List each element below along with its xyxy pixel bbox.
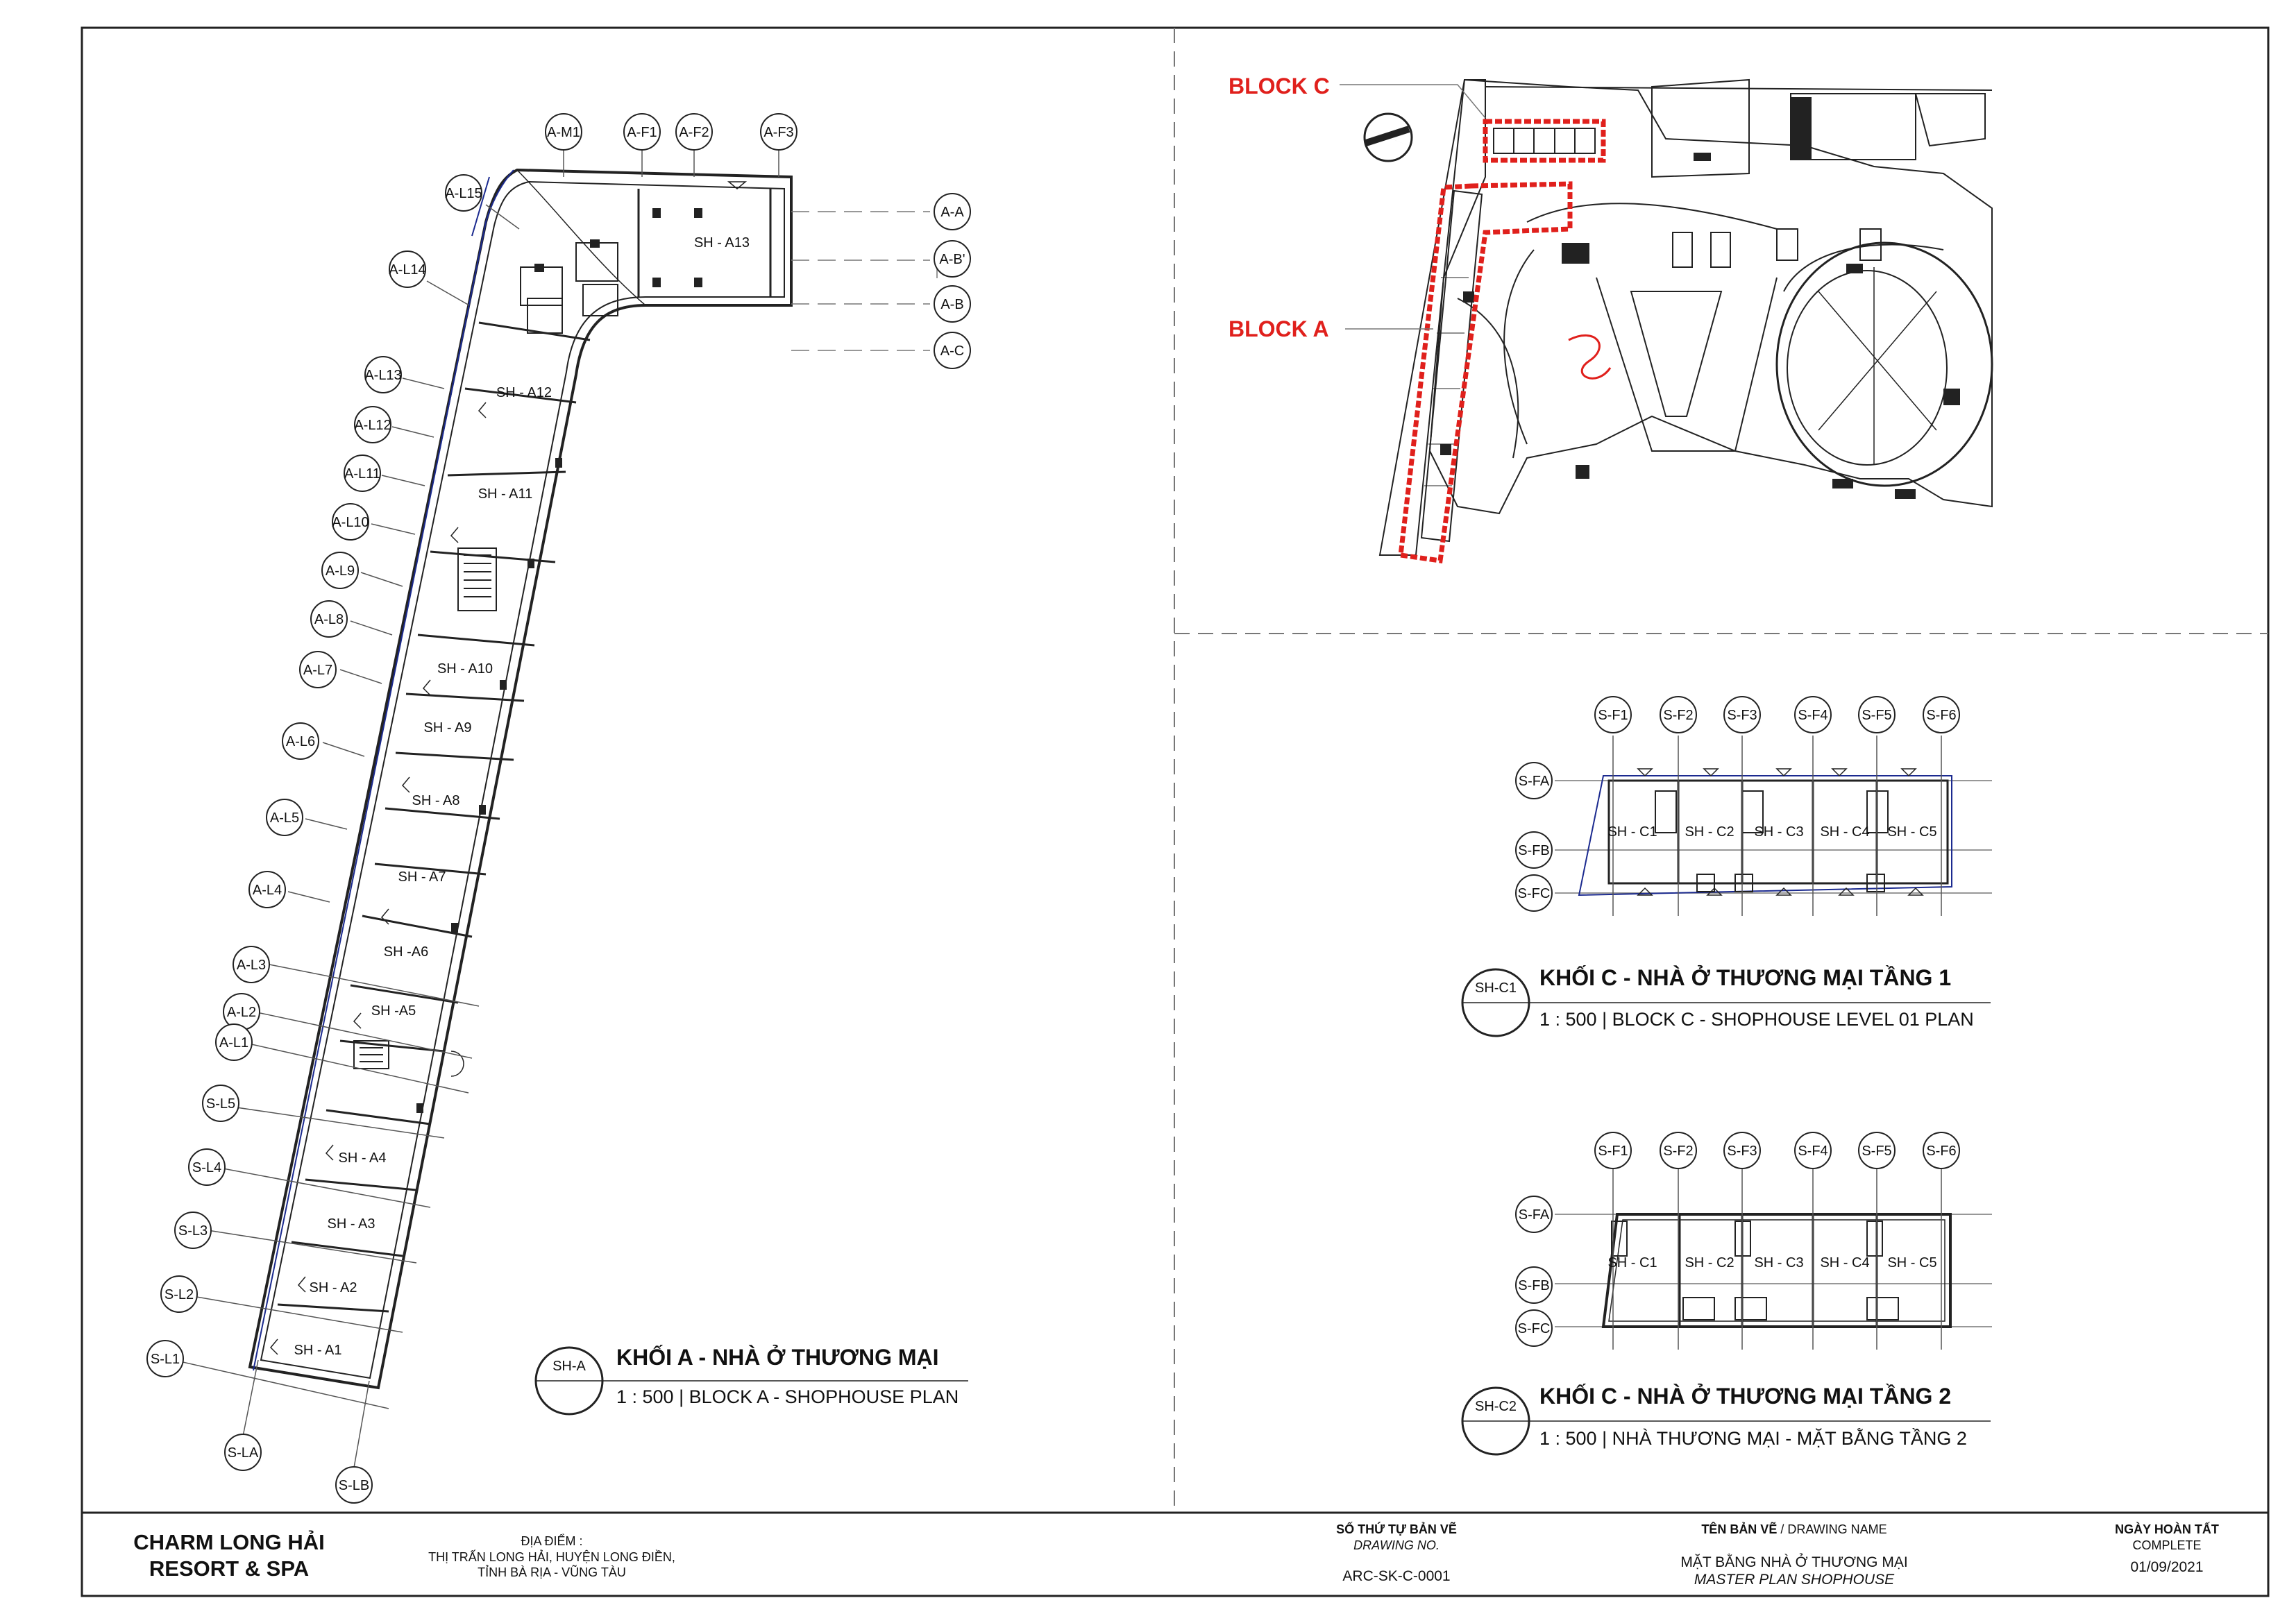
grid-bubble-label: S-FA xyxy=(1518,774,1550,789)
grid-bubble xyxy=(1795,697,1831,733)
grid-bubble xyxy=(161,1276,197,1312)
unit-label: SH - A4 xyxy=(338,1150,387,1166)
grid-bubble xyxy=(1516,875,1552,911)
grid-bubble xyxy=(1923,1132,1959,1169)
unit-label: SH - C1 xyxy=(1607,824,1657,840)
grid-bubble-label: S-LB xyxy=(338,1478,370,1493)
grid-bubble xyxy=(1516,832,1552,868)
grid-bubble xyxy=(761,114,797,150)
grid-bubble-label: S-L2 xyxy=(164,1287,194,1302)
unit-label: SH - C4 xyxy=(1820,824,1870,840)
grid-bubble-label: S-L4 xyxy=(192,1160,222,1175)
grid-bubble-label: S-F1 xyxy=(1598,708,1628,723)
location-line1: THỊ TRẤN LONG HẢI, HUYỆN LONG ĐIỀN, xyxy=(428,1550,675,1564)
grid-bubble xyxy=(1595,697,1631,733)
location-label: ĐỊA ĐIỂM : xyxy=(521,1534,583,1548)
grid-bubble xyxy=(934,332,970,368)
grid-bubble-label: A-L5 xyxy=(269,810,300,826)
grid-bubble-label: A-L8 xyxy=(314,612,344,627)
grid-bubble xyxy=(445,175,482,211)
grid-bubble-label: A-M1 xyxy=(547,125,580,140)
grid-bubble-label: S-L5 xyxy=(205,1096,236,1112)
unit-label: SH - C3 xyxy=(1754,824,1804,840)
grid-bubble xyxy=(1795,1132,1831,1169)
grid-bubble xyxy=(225,1434,261,1470)
unit-label: SH - A9 xyxy=(423,720,472,736)
grid-bubble xyxy=(364,357,401,393)
unit-label: SH - C5 xyxy=(1887,824,1937,840)
drawing-name-label-en: / DRAWING NAME xyxy=(1777,1522,1887,1536)
unit-label: SH -A5 xyxy=(371,1003,416,1019)
grid-bubble-label: S-F6 xyxy=(1926,708,1957,723)
grid-bubble-label: A-A xyxy=(940,205,964,220)
grid-bubble-label: S-F3 xyxy=(1727,708,1757,723)
grid-bubble-label: A-L12 xyxy=(354,418,391,433)
drawing-no-label: SỐ THỨ TỰ BẢN VẼ xyxy=(1336,1522,1457,1536)
grid-bubble-label: A-L11 xyxy=(344,466,380,482)
grid-bubble xyxy=(1595,1132,1631,1169)
grid-bubble xyxy=(676,114,712,150)
grid-bubble-label: A-L7 xyxy=(303,663,333,678)
grid-bubble xyxy=(934,194,970,230)
block-a-title-scale: 1 : 500 | BLOCK A - SHOPHOUSE PLAN xyxy=(616,1386,959,1407)
grid-bubble xyxy=(1516,763,1552,799)
grid-bubble-label: A-L2 xyxy=(226,1005,257,1020)
grid-bubble-label: S-F5 xyxy=(1862,1144,1892,1159)
block-c2-title-tag: SH-C2 xyxy=(1474,1399,1517,1414)
grid-bubble xyxy=(354,407,391,443)
drawing-name: MẶT BẰNG NHÀ Ở THƯƠNG MẠI xyxy=(1680,1554,1908,1570)
grid-bubble xyxy=(1859,697,1895,733)
grid-bubble xyxy=(934,241,970,277)
grid-bubble xyxy=(1660,1132,1696,1169)
grid-bubble-label: S-FA xyxy=(1518,1207,1550,1223)
unit-label: SH - A7 xyxy=(398,869,446,885)
grid-bubble xyxy=(267,799,303,835)
unit-label: SH - C2 xyxy=(1685,824,1734,840)
grid-bubble-label: A-L4 xyxy=(252,883,282,898)
unit-label: SH -A6 xyxy=(383,944,429,960)
complete-label: NGÀY HOÀN TẤT xyxy=(2115,1522,2219,1536)
unit-label: SH - A13 xyxy=(693,235,750,250)
grid-bubble-label: A-L15 xyxy=(445,186,482,201)
drawing-no-label-en: DRAWING NO. xyxy=(1353,1538,1440,1552)
grid-bubble xyxy=(300,652,336,688)
complete-label-en: COMPLETE xyxy=(2132,1538,2202,1552)
grid-bubble-label: S-L1 xyxy=(150,1352,180,1367)
block-c1-title-tag: SH-C1 xyxy=(1474,980,1517,996)
grid-bubble xyxy=(336,1467,372,1503)
grid-bubble xyxy=(332,504,369,540)
grid-bubble-label: A-L10 xyxy=(332,515,369,530)
drawing-name-header xyxy=(1701,1522,1886,1536)
grid-bubble-label: A-L14 xyxy=(389,262,426,278)
block-a-title-tag: SH-A xyxy=(552,1359,586,1374)
grid-bubble xyxy=(1660,697,1696,733)
drawing-name-en: MASTER PLAN SHOPHOUSE xyxy=(1694,1572,1895,1588)
grid-bubble xyxy=(624,114,660,150)
grid-bubble-label: S-FB xyxy=(1518,843,1550,858)
grid-bubble-label: A-B xyxy=(940,297,964,312)
unit-label: SH - C5 xyxy=(1887,1255,1937,1271)
grid-bubble-label: A-L3 xyxy=(236,958,267,973)
unit-label: SH - A8 xyxy=(412,793,460,808)
grid-bubble xyxy=(389,251,425,287)
drawing-no: ARC-SK-C-0001 xyxy=(1342,1568,1451,1584)
location-line2: TỈNH BÀ RỊA - VŨNG TÀU xyxy=(478,1565,626,1579)
grid-bubble xyxy=(1724,1132,1760,1169)
grid-bubble xyxy=(216,1024,252,1060)
grid-bubble-label: A-F3 xyxy=(763,125,794,140)
grid-bubble xyxy=(1516,1196,1552,1232)
grid-bubble xyxy=(322,552,358,588)
grid-bubble-label: S-F1 xyxy=(1598,1144,1628,1159)
grid-bubble xyxy=(203,1085,239,1121)
unit-label: SH - A11 xyxy=(478,486,533,502)
project-name-line2: RESORT & SPA xyxy=(149,1556,310,1581)
grid-bubble-label: A-F1 xyxy=(627,125,657,140)
grid-bubble xyxy=(1859,1132,1895,1169)
grid-bubble-label: S-FC xyxy=(1517,1321,1551,1336)
unit-label: SH - A10 xyxy=(437,661,493,677)
grid-bubble-label: S-F4 xyxy=(1798,708,1828,723)
grid-bubble-label: S-F3 xyxy=(1727,1144,1757,1159)
drawing-name-label: TÊN BẢN VẼ xyxy=(1701,1522,1778,1536)
grid-bubble-label: S-F2 xyxy=(1663,708,1694,723)
grid-bubble-label: S-F2 xyxy=(1663,1144,1694,1159)
grid-bubble-label: S-FB xyxy=(1518,1278,1550,1293)
unit-label: SH - C3 xyxy=(1754,1255,1804,1271)
grid-bubble-label: A-L13 xyxy=(364,368,402,383)
complete-date: 01/09/2021 xyxy=(2130,1559,2204,1575)
grid-bubble xyxy=(189,1149,225,1185)
unit-label: SH - C4 xyxy=(1820,1255,1870,1271)
grid-bubble xyxy=(1516,1267,1552,1303)
unit-label: SH - C1 xyxy=(1607,1255,1657,1271)
grid-bubble xyxy=(1724,697,1760,733)
unit-label: SH - A1 xyxy=(294,1343,342,1358)
grid-bubble-label: S-F6 xyxy=(1926,1144,1957,1159)
block-c-label: BLOCK C xyxy=(1229,74,1330,99)
unit-label: SH - A12 xyxy=(496,385,552,400)
grid-bubble xyxy=(233,946,269,983)
block-a-title-name: KHỐI A - NHÀ Ở THƯƠNG MẠI xyxy=(616,1345,939,1370)
grid-bubble-label: S-FC xyxy=(1517,886,1551,901)
grid-bubble-label: A-B' xyxy=(939,252,965,267)
grid-bubble xyxy=(175,1212,211,1248)
block-c2-title-scale: 1 : 500 | NHÀ THƯƠNG MẠI - MẶT BẰNG TẦNG 2 xyxy=(1539,1428,1967,1449)
block-c2-title-name: KHỐI C - NHÀ Ở THƯƠNG MẠI TẦNG 2 xyxy=(1539,1384,1952,1409)
unit-label: SH - A2 xyxy=(309,1280,357,1295)
grid-bubble xyxy=(147,1341,183,1377)
grid-bubble-label: S-L3 xyxy=(178,1223,208,1239)
unit-label: SH - C2 xyxy=(1685,1255,1734,1271)
grid-bubble-label: A-C xyxy=(940,343,965,359)
grid-bubble-label: S-F5 xyxy=(1862,708,1892,723)
grid-bubble-label: S-F4 xyxy=(1798,1144,1828,1159)
grid-bubble xyxy=(546,114,582,150)
grid-bubble xyxy=(344,455,380,491)
grid-bubble-label: A-L6 xyxy=(285,734,316,749)
grid-bubble-label: A-L9 xyxy=(325,563,355,579)
grid-bubble-label: A-F2 xyxy=(679,125,709,140)
block-a-label: BLOCK A xyxy=(1229,316,1329,341)
grid-bubble xyxy=(311,601,347,637)
grid-bubble xyxy=(282,723,319,759)
grid-bubble xyxy=(249,872,285,908)
project-name-line1: CHARM LONG HẢI xyxy=(133,1530,325,1554)
block-c1-title-scale: 1 : 500 | BLOCK C - SHOPHOUSE LEVEL 01 PLAN xyxy=(1539,1009,1974,1030)
grid-bubble-label: S-LA xyxy=(227,1445,259,1461)
unit-label: SH - A3 xyxy=(327,1216,375,1232)
grid-bubble xyxy=(934,286,970,322)
block-c1-title-name: KHỐI C - NHÀ Ở THƯƠNG MẠI TẦNG 1 xyxy=(1539,965,1952,990)
grid-bubble-label: A-L1 xyxy=(219,1035,249,1051)
grid-bubble xyxy=(1923,697,1959,733)
grid-bubble xyxy=(1516,1310,1552,1346)
